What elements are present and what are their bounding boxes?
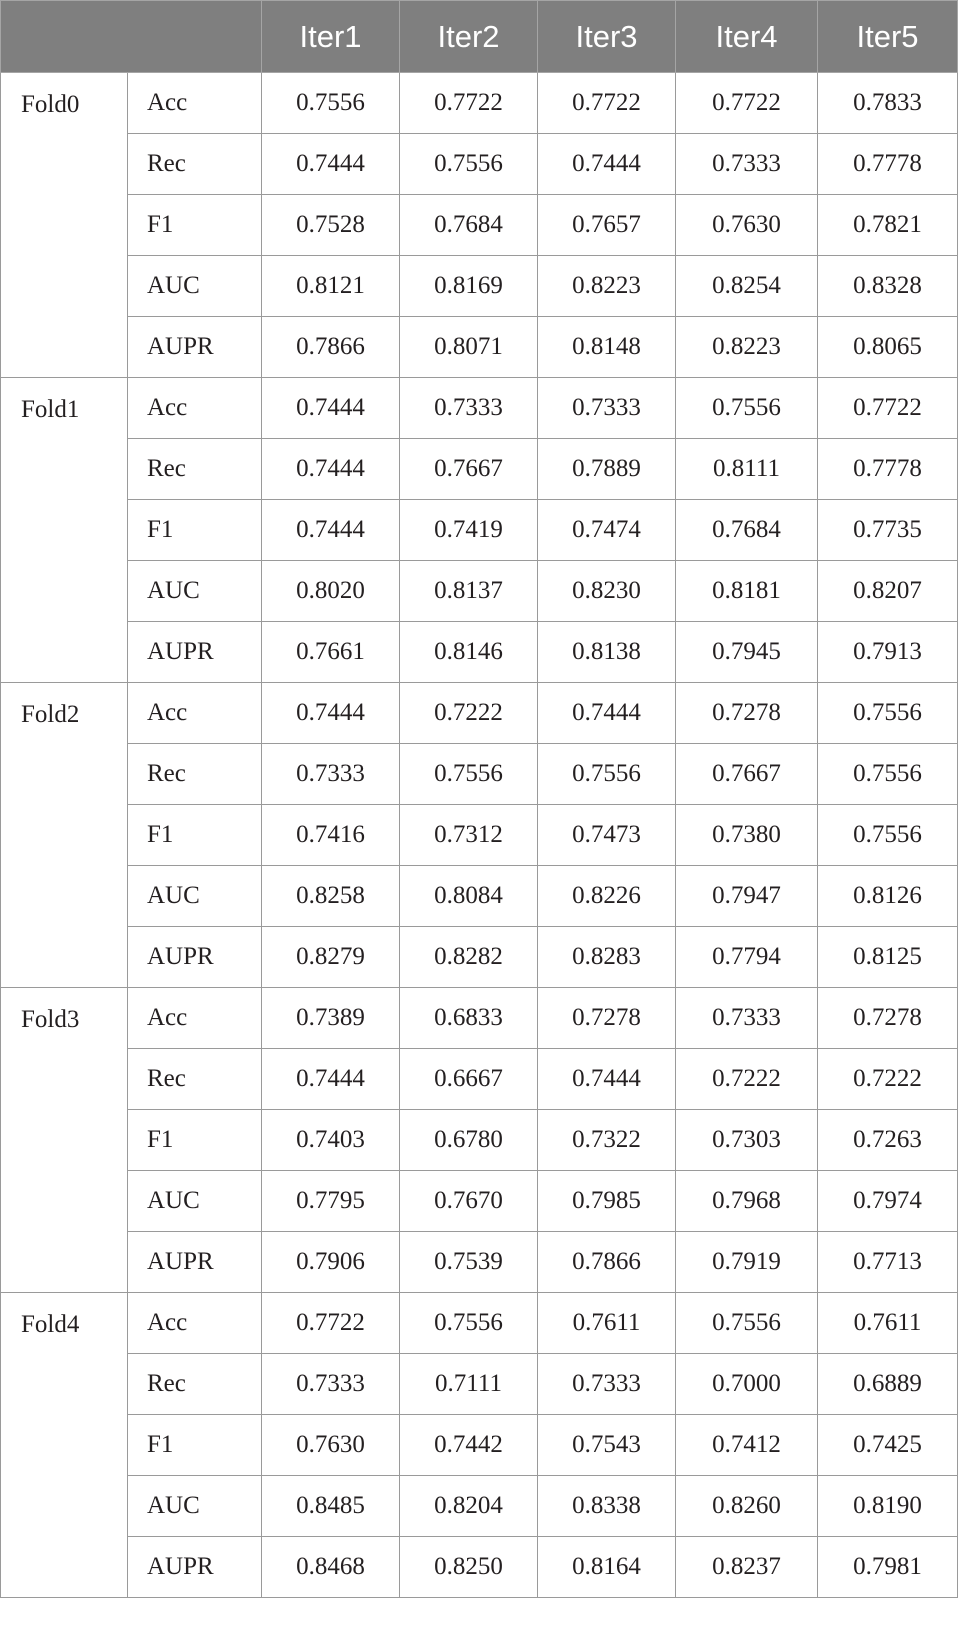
value-cell: 0.6833 (400, 988, 538, 1049)
table-header (1, 1, 958, 73)
value-cell: 0.8282 (400, 927, 538, 988)
table-row (1, 988, 958, 1049)
value-cell: 0.7425 (818, 1415, 958, 1476)
metric-label: AUC (128, 1171, 262, 1232)
value-cell: 0.7556 (676, 1293, 818, 1354)
metric-label: AUC (128, 256, 262, 317)
metric-label: AUPR (128, 927, 262, 988)
value-cell: 0.7333 (262, 744, 400, 805)
table-row (1, 1476, 958, 1537)
metric-label: AUPR (128, 622, 262, 683)
value-cell: 0.8125 (818, 927, 958, 988)
metric-label: Rec (128, 744, 262, 805)
value-cell: 0.8328 (818, 256, 958, 317)
header-iter1: Iter1 (262, 1, 400, 73)
table-row (1, 622, 958, 683)
value-cell: 0.8121 (262, 256, 400, 317)
value-cell: 0.7556 (676, 378, 818, 439)
value-cell: 0.8254 (676, 256, 818, 317)
value-cell: 0.7913 (818, 622, 958, 683)
metric-label: F1 (128, 1415, 262, 1476)
value-cell: 0.7539 (400, 1232, 538, 1293)
value-cell: 0.7735 (818, 500, 958, 561)
metric-label: AUPR (128, 317, 262, 378)
metric-label: F1 (128, 1110, 262, 1171)
value-cell: 0.7543 (538, 1415, 676, 1476)
metric-label: Rec (128, 134, 262, 195)
value-cell: 0.7556 (400, 134, 538, 195)
table-row (1, 1049, 958, 1110)
value-cell: 0.8146 (400, 622, 538, 683)
metric-label: Acc (128, 1293, 262, 1354)
metric-label: Acc (128, 378, 262, 439)
value-cell: 0.7985 (538, 1171, 676, 1232)
value-cell: 0.7684 (676, 500, 818, 561)
table-row (1, 1293, 958, 1354)
value-cell: 0.7333 (676, 134, 818, 195)
table-row (1, 134, 958, 195)
value-cell: 0.7833 (818, 73, 958, 134)
value-cell: 0.7444 (262, 134, 400, 195)
value-cell: 0.8148 (538, 317, 676, 378)
value-cell: 0.7556 (818, 683, 958, 744)
value-cell: 0.7278 (676, 683, 818, 744)
value-cell: 0.7889 (538, 439, 676, 500)
table-row (1, 256, 958, 317)
value-cell: 0.7278 (538, 988, 676, 1049)
value-cell: 0.8020 (262, 561, 400, 622)
value-cell: 0.8204 (400, 1476, 538, 1537)
value-cell: 0.7473 (538, 805, 676, 866)
value-cell: 0.8138 (538, 622, 676, 683)
value-cell: 0.7416 (262, 805, 400, 866)
value-cell: 0.7906 (262, 1232, 400, 1293)
value-cell: 0.7722 (538, 73, 676, 134)
value-cell: 0.7611 (538, 1293, 676, 1354)
table-row (1, 1171, 958, 1232)
value-cell: 0.7630 (676, 195, 818, 256)
metric-label: AUC (128, 561, 262, 622)
metric-label: F1 (128, 805, 262, 866)
table-row (1, 561, 958, 622)
table-row (1, 1415, 958, 1476)
value-cell: 0.8223 (676, 317, 818, 378)
fold-label: Fold0 (1, 73, 128, 378)
value-cell: 0.7684 (400, 195, 538, 256)
value-cell: 0.7945 (676, 622, 818, 683)
fold-label: Fold4 (1, 1293, 128, 1598)
table-row (1, 866, 958, 927)
value-cell: 0.6889 (818, 1354, 958, 1415)
value-cell: 0.7333 (538, 1354, 676, 1415)
value-cell: 0.7713 (818, 1232, 958, 1293)
value-cell: 0.7444 (538, 1049, 676, 1110)
value-cell: 0.7444 (538, 134, 676, 195)
value-cell: 0.8230 (538, 561, 676, 622)
value-cell: 0.7722 (818, 378, 958, 439)
metric-label: Acc (128, 683, 262, 744)
value-cell: 0.7947 (676, 866, 818, 927)
value-cell: 0.8111 (676, 439, 818, 500)
value-cell: 0.6667 (400, 1049, 538, 1110)
value-cell: 0.7556 (400, 1293, 538, 1354)
value-cell: 0.7222 (400, 683, 538, 744)
fold-label: Fold2 (1, 683, 128, 988)
metric-label: AUC (128, 866, 262, 927)
value-cell: 0.7821 (818, 195, 958, 256)
value-cell: 0.7556 (400, 744, 538, 805)
value-cell: 0.7968 (676, 1171, 818, 1232)
table-row (1, 744, 958, 805)
header-iter3: Iter3 (538, 1, 676, 73)
value-cell: 0.7974 (818, 1171, 958, 1232)
table-row (1, 439, 958, 500)
value-cell: 0.7333 (262, 1354, 400, 1415)
value-cell: 0.8338 (538, 1476, 676, 1537)
value-cell: 0.7389 (262, 988, 400, 1049)
value-cell: 0.7866 (538, 1232, 676, 1293)
value-cell: 0.8071 (400, 317, 538, 378)
table-row (1, 73, 958, 134)
value-cell: 0.7630 (262, 1415, 400, 1476)
value-cell: 0.7556 (262, 73, 400, 134)
value-cell: 0.8283 (538, 927, 676, 988)
value-cell: 0.7444 (262, 378, 400, 439)
value-cell: 0.7322 (538, 1110, 676, 1171)
metric-label: Rec (128, 1354, 262, 1415)
metric-label: Acc (128, 73, 262, 134)
table-row (1, 195, 958, 256)
value-cell: 0.8468 (262, 1537, 400, 1598)
value-cell: 0.7722 (676, 73, 818, 134)
value-cell: 0.7670 (400, 1171, 538, 1232)
table-row (1, 500, 958, 561)
value-cell: 0.7667 (400, 439, 538, 500)
value-cell: 0.8137 (400, 561, 538, 622)
metric-label: Rec (128, 439, 262, 500)
value-cell: 0.7556 (818, 805, 958, 866)
metric-label: F1 (128, 195, 262, 256)
table-row (1, 1110, 958, 1171)
value-cell: 0.8181 (676, 561, 818, 622)
value-cell: 0.7333 (400, 378, 538, 439)
value-cell: 0.7795 (262, 1171, 400, 1232)
value-cell: 0.6780 (400, 1110, 538, 1171)
value-cell: 0.8260 (676, 1476, 818, 1537)
value-cell: 0.7444 (262, 500, 400, 561)
value-cell: 0.8485 (262, 1476, 400, 1537)
value-cell: 0.8207 (818, 561, 958, 622)
table-body (1, 73, 958, 1598)
value-cell: 0.7263 (818, 1110, 958, 1171)
value-cell: 0.7278 (818, 988, 958, 1049)
metric-label: Rec (128, 1049, 262, 1110)
value-cell: 0.7722 (400, 73, 538, 134)
header-iter5: Iter5 (818, 1, 958, 73)
fold-label: Fold1 (1, 378, 128, 683)
value-cell: 0.7444 (262, 683, 400, 744)
value-cell: 0.7866 (262, 317, 400, 378)
value-cell: 0.7000 (676, 1354, 818, 1415)
value-cell: 0.8223 (538, 256, 676, 317)
value-cell: 0.7556 (538, 744, 676, 805)
value-cell: 0.7403 (262, 1110, 400, 1171)
table-row (1, 927, 958, 988)
value-cell: 0.8250 (400, 1537, 538, 1598)
fold-label: Fold3 (1, 988, 128, 1293)
value-cell: 0.8169 (400, 256, 538, 317)
value-cell: 0.7333 (676, 988, 818, 1049)
value-cell: 0.7722 (262, 1293, 400, 1354)
metric-label: AUPR (128, 1537, 262, 1598)
value-cell: 0.7419 (400, 500, 538, 561)
table-row (1, 1354, 958, 1415)
value-cell: 0.7919 (676, 1232, 818, 1293)
value-cell: 0.8065 (818, 317, 958, 378)
table-row (1, 317, 958, 378)
value-cell: 0.7111 (400, 1354, 538, 1415)
value-cell: 0.7528 (262, 195, 400, 256)
table-row (1, 378, 958, 439)
value-cell: 0.7667 (676, 744, 818, 805)
value-cell: 0.7778 (818, 439, 958, 500)
value-cell: 0.7412 (676, 1415, 818, 1476)
metric-label: F1 (128, 500, 262, 561)
value-cell: 0.7222 (818, 1049, 958, 1110)
value-cell: 0.8279 (262, 927, 400, 988)
metric-label: AUPR (128, 1232, 262, 1293)
value-cell: 0.8126 (818, 866, 958, 927)
value-cell: 0.7981 (818, 1537, 958, 1598)
value-cell: 0.8084 (400, 866, 538, 927)
table-row (1, 683, 958, 744)
value-cell: 0.7556 (818, 744, 958, 805)
table-row (1, 1232, 958, 1293)
value-cell: 0.7611 (818, 1293, 958, 1354)
table-row (1, 805, 958, 866)
value-cell: 0.7303 (676, 1110, 818, 1171)
value-cell: 0.7661 (262, 622, 400, 683)
header-corner-cell (1, 1, 262, 73)
value-cell: 0.8226 (538, 866, 676, 927)
value-cell: 0.7474 (538, 500, 676, 561)
value-cell: 0.7312 (400, 805, 538, 866)
value-cell: 0.7794 (676, 927, 818, 988)
value-cell: 0.7657 (538, 195, 676, 256)
value-cell: 0.8258 (262, 866, 400, 927)
header-row (1, 1, 958, 73)
value-cell: 0.7444 (262, 1049, 400, 1110)
metric-label: Acc (128, 988, 262, 1049)
value-cell: 0.7444 (262, 439, 400, 500)
value-cell: 0.7380 (676, 805, 818, 866)
value-cell: 0.8190 (818, 1476, 958, 1537)
value-cell: 0.7778 (818, 134, 958, 195)
value-cell: 0.7442 (400, 1415, 538, 1476)
value-cell: 0.7222 (676, 1049, 818, 1110)
value-cell: 0.7333 (538, 378, 676, 439)
value-cell: 0.7444 (538, 683, 676, 744)
table-row (1, 1537, 958, 1598)
header-iter2: Iter2 (400, 1, 538, 73)
value-cell: 0.8237 (676, 1537, 818, 1598)
header-iter4: Iter4 (676, 1, 818, 73)
value-cell: 0.8164 (538, 1537, 676, 1598)
metric-label: AUC (128, 1476, 262, 1537)
